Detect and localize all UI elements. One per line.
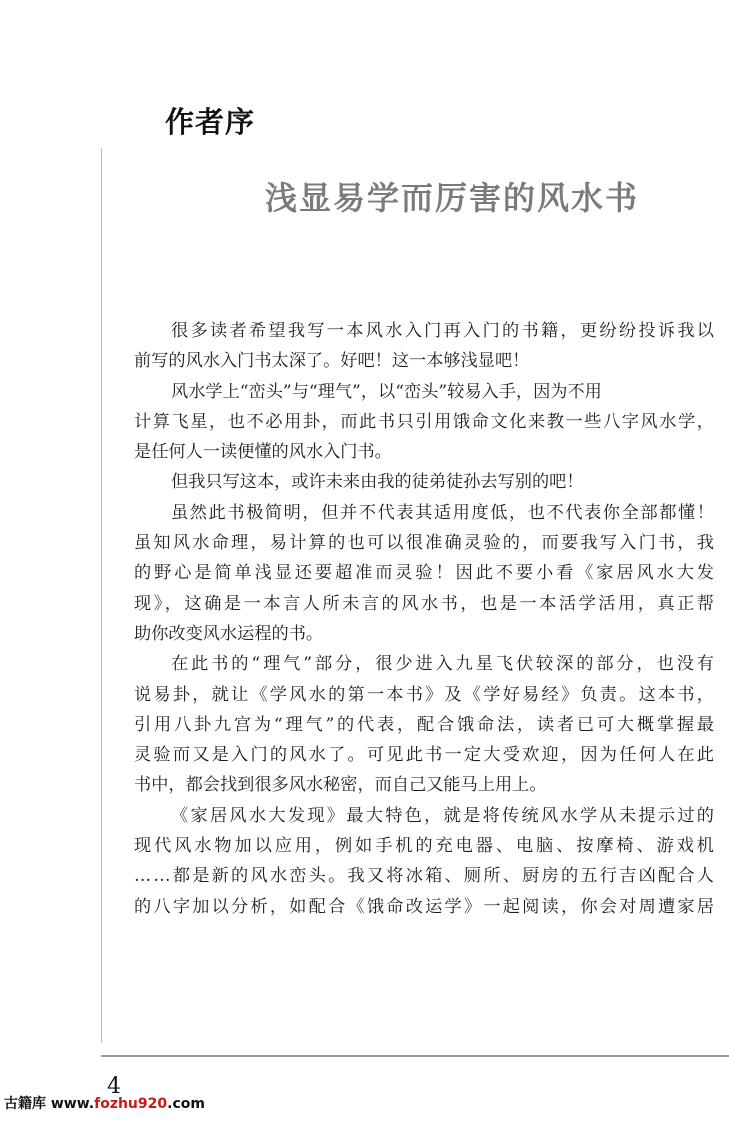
body-line: 灵验而又是入门的风水了。可见此书一定大受欢迎，因为任何人在此 xyxy=(134,745,717,766)
body-line: 很多读者希望我写一本风水入门再入门的书籍，更纷纷投诉我以 xyxy=(171,321,717,341)
watermark-site: fozhu920 xyxy=(94,1096,168,1112)
body-line: 现》，这确是一本言人所未言的风水书，也是一本活学活用，真正帮 xyxy=(134,593,717,614)
watermark xyxy=(4,1093,205,1113)
body-line: 引用八卦九宫为“理气”的代表，配合饿命法，读者已可大概掌握最 xyxy=(134,714,717,735)
body-line: 说易卦，就让《学风水的第一本书》及《学好易经》负责。这本书， xyxy=(134,684,717,705)
body-line: 风水学上“峦头”与“理气”，以“峦头”较易入手，因为不用 xyxy=(171,381,602,402)
section-label: 作者序 xyxy=(165,105,256,139)
body-line: 在此书的“理气”部分，很少进入九星飞伏较深的部分，也没有 xyxy=(171,654,717,675)
body-line: 虽然此书极简明，但并不代表其适用度低，也不代表你全部都懂！ xyxy=(171,502,716,523)
body-line: ……都是新的风水峦头。我又将冰箱、厕所、厨房的五行吉凶配合人 xyxy=(134,866,717,887)
body-line: 书中，都会找到很多风水秘密，而自己又能马上用上。 xyxy=(134,775,547,796)
watermark-suffix: .com xyxy=(167,1096,205,1112)
chapter-title: 浅显易学而厉害的风水书 xyxy=(265,179,640,217)
left-margin-rule xyxy=(101,148,102,1043)
body-text xyxy=(134,316,717,922)
body-line: 虽知风水命理，易计算的也可以很准确灵验的，而要我写入门书，我 xyxy=(134,533,717,554)
body-line: 是任何人一读便懂的风水入门书。 xyxy=(134,442,392,463)
body-line: 助你改变风水运程的书。 xyxy=(134,623,324,644)
body-line: 前写的风水入门书太深了。好吧！这一本够浅显吧！ xyxy=(134,351,530,372)
body-line: 现代风水物加以应用，例如手机的充电器、电脑、按摩椅、游戏机 xyxy=(134,836,717,857)
body-line: 《家居风水大发现》最大特色，就是将传统风水学从未提示过的 xyxy=(171,805,717,826)
page-number: 4 xyxy=(107,1074,121,1099)
body-line: 计算飞星，也不必用卦，而此书只引用饿命文化来教一些八字风水学， xyxy=(134,411,716,432)
body-line: 但我只写这本，或许未来由我的徒弟徒孙去写别的吧！ xyxy=(171,472,584,493)
body-line: 的野心是简单浅显还要超准而灵验！因此不要小看《家居风水大发 xyxy=(134,563,717,584)
body-line: 的八字加以分析，如配合《饿命改运学》一起阅读，你会对周遭家居 xyxy=(134,896,717,917)
footer-rule xyxy=(101,1055,729,1057)
watermark-prefix: 古籍库 www. xyxy=(4,1096,95,1112)
